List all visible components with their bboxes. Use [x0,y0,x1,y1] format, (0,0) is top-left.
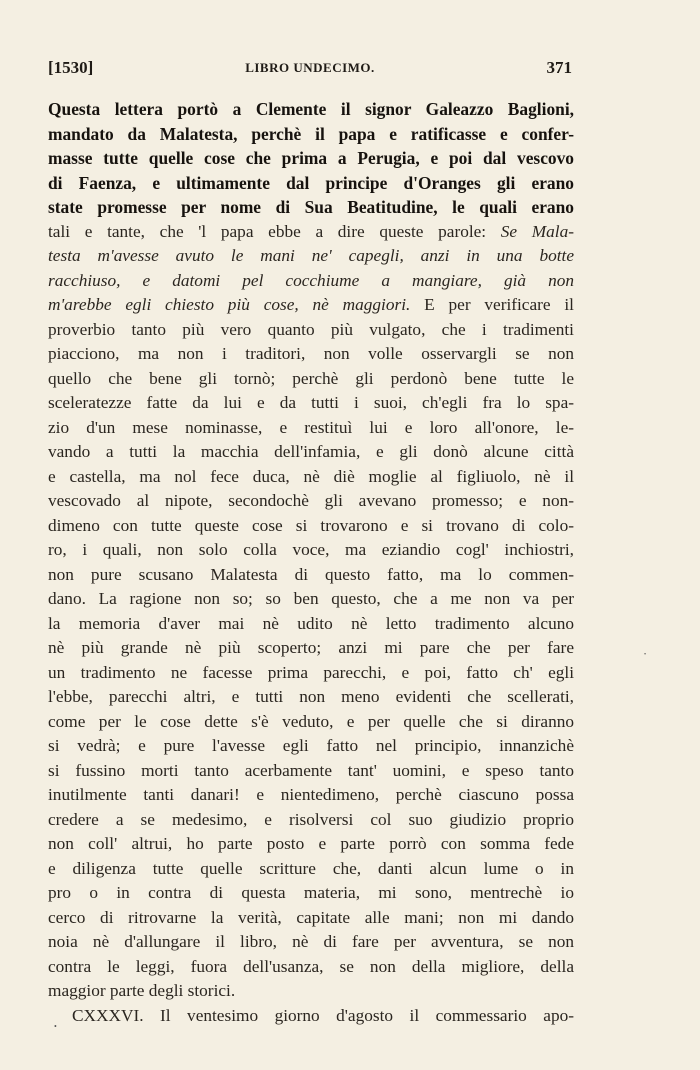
text-run: piacciono, ma non i traditori, non volle osservargli se non [48,344,574,363]
text-run: non pure scusano Malatesta di questo fatto, ma lo commen- [48,564,574,584]
text-line [48,979,574,1004]
ink-speck: • [644,652,647,658]
italic-quote: m'arebbe egli chiesto più cose, nè maggiori. [48,295,411,314]
text-run: e diligenza tutte quelle scritture che, danti alcun lume o in [48,858,574,878]
text-run: come per le cose dette s'è veduto, e per quelle che si diranno [48,711,574,731]
text-line [48,391,574,416]
text-run: dimeno con tutte queste cose si trovarono e si trovano di colo- [48,515,574,535]
body-text [48,97,574,1028]
text-line [48,220,574,245]
italic-quote: racchiuso, e datomi pel cocchiume a mangiare, già non [48,270,574,290]
page-number: 371 [546,58,572,77]
text-line [48,538,574,563]
text-run: quello che bene gli tornò; perchè gli perdonò bene tutte le [48,368,574,388]
italic-quote: testa m'avesse avuto le mani ne' capegli, anzi in una botte [48,246,574,265]
italic-quote: Se Mala- [500,221,574,241]
text-run: si fussino morti tanto acerbamente tant' uomini, e speso tanto [48,760,574,780]
text-line [48,930,574,955]
text-line [48,489,574,514]
text-line [48,710,574,735]
text-line [48,416,574,441]
text-line [48,318,574,343]
text-line [48,440,574,465]
text-run: zio d'un mese nominasse, e restituì lui e loro all'onore, le- [48,417,574,437]
text-run: un tradimento ne facesse prima parecchi, e poi, fatto ch' egli [48,662,574,682]
text-run: credere a se medesimo, e risolversi col suo giudizio proprio [48,809,574,829]
text-line [48,881,574,906]
text-line [48,465,574,490]
text-line [48,514,574,539]
text-line [48,661,574,686]
text-run: ro, i quali, non solo colla voce, ma eziandio cogl' inchiostri, [48,540,574,559]
text-line [48,563,574,588]
text-line [48,1004,574,1029]
text-run: state promesse per nome di Sua Beatitudine, le quali erano [48,197,574,217]
text-run: di Faenza, e ultimamente dal principe d'Oranges gli erano [48,172,574,193]
text-run: la memoria d'aver mai nè udito nè letto tradimento alcuno [48,613,574,633]
text-run: sceleratezze fatte da lui e da tutti i suoi, ch'egli fra lo spa- [48,393,574,412]
text-line [48,783,574,808]
text-run: e castella, ma nol fece duca, nè diè moglie al figliuolo, nè il [48,466,574,486]
text-run: E per verificare il [410,295,574,314]
text-line [48,122,574,147]
text-line [48,293,574,318]
text-line [48,269,574,294]
text-line [48,955,574,980]
text-run: si vedrà; e pure l'avesse egli fatto nel principio, innanzichè [48,736,574,755]
text-run: mandato da Malatesta, perchè il papa e ratificasse e confer- [48,123,574,144]
text-run: Questa lettera portò a Clemente il signor Galeazzo Baglioni, [48,99,574,119]
text-line [48,195,574,220]
text-run: proverbio tanto più vero quanto più vulgato, che i tradimenti [48,319,574,339]
text-run: vescovado al nipote, secondochè gli avevano promesso; e non- [48,491,574,510]
text-line [48,759,574,784]
text-line [48,857,574,882]
text-line [48,171,574,196]
text-run: inutilmente tanti danari! e nientedimeno, perchè ciascuno possa [48,785,574,804]
text-line [48,342,574,367]
text-line [48,734,574,759]
text-line [48,367,574,392]
text-run: pro o in contra di questa materia, mi sono, mentrechè io [48,883,574,902]
text-line [48,587,574,612]
ink-speck: • [54,1022,57,1031]
text-run: CXXXVI. Il ventesimo giorno d'agosto il commessario apo- [72,1005,574,1025]
text-line [48,244,574,269]
header-book-title: LIBRO UNDECIMO. [245,60,375,75]
text-line [48,612,574,637]
text-run: l'ebbe, parecchi altri, e tutti non meno evidenti che scellerati, [48,687,574,706]
running-header [48,58,572,86]
header-year: [1530] [48,58,94,77]
text-line [48,906,574,931]
text-run: noia nè d'allungare il libro, nè di fare per avventura, se non [48,932,574,951]
text-run: masse tutte quelle cose che prima a Perugia, e poi dal vescovo [48,148,574,168]
text-run: cerco di ritrovarne la verità, capitate alle mani; non mi dando [48,907,574,927]
text-line [48,808,574,833]
text-line [48,636,574,661]
text-line [48,832,574,857]
text-line [48,146,574,171]
text-run: dano. La ragione non so; so ben questo, che a me non va per [48,589,574,608]
text-run: non coll' altrui, ho parte posto e parte porrò con somma fede [48,834,574,853]
text-run: tali e tante, che 'l papa ebbe a dire queste parole: [48,221,501,241]
text-run: nè più grande nè più scoperto; anzi mi pare che per fare [48,638,574,657]
text-line [48,97,574,122]
text-run: maggior parte degli storici. [48,981,236,1000]
text-run: contra le leggi, fuora dell'usanza, se non della migliore, della [48,956,574,976]
text-run: vando a tutti la macchia dell'infamia, e gli donò alcune città [48,442,574,461]
text-line [48,685,574,710]
